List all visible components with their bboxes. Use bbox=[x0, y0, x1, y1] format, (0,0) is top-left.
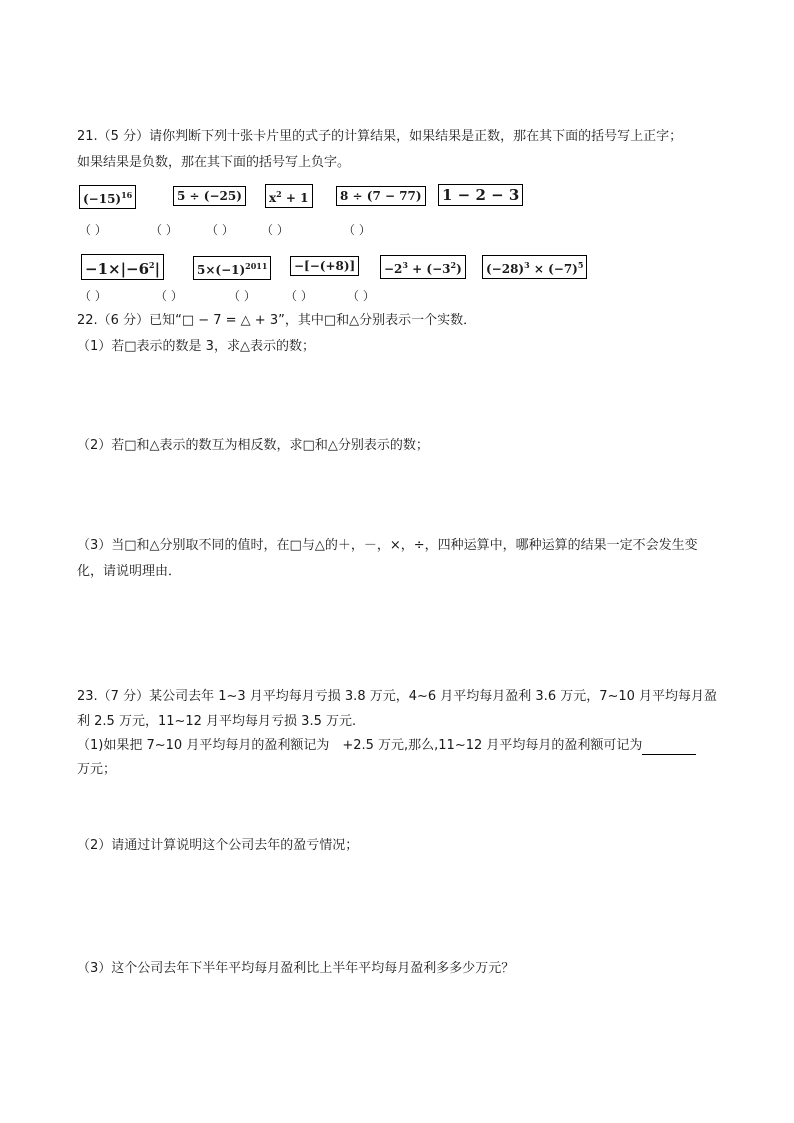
card-6: $-1\times|-6^2|$ bbox=[81, 254, 164, 280]
card-3: $x^2 + 1$ bbox=[265, 184, 313, 208]
answer-paren-2: （ ） bbox=[150, 223, 178, 237]
answer-paren-4: （ ） bbox=[261, 223, 289, 237]
q23-part3: （3）这个公司去年下半年平均每月盈利比上半年平均每月盈利多多少万元？ bbox=[77, 961, 515, 976]
q22-part3-line1: （3）当□和△分别取不同的值时，在□与△的＋，－，×，÷，四种运算中，哪种运算的结果一定不会发生变 bbox=[77, 538, 698, 553]
q23-part1-line1 bbox=[77, 737, 696, 755]
answer-paren-5: （ ） bbox=[343, 223, 371, 237]
q23-stem-line1: 23.（7 分）某公司去年 1~3 月平均每月亏损 3.8 万元，4~6 月平均每月盈利 3.6 万元，7~10 月平均每月盈 bbox=[77, 689, 718, 704]
answer-paren-7: （ ） bbox=[155, 289, 183, 303]
q21-stem-line2: 如果结果是负数，那在其下面的括号写上负字。 bbox=[77, 155, 351, 170]
answer-paren-6: （ ） bbox=[79, 289, 107, 303]
q23-part1-text: （1)如果把 7~10 月平均每月的盈利额记为 +2.5 万元,那么,11~12 月平均每月的盈利额可记为 bbox=[77, 738, 643, 753]
card-4: 8 ÷ (7 − 77) bbox=[336, 186, 426, 206]
q21-stem-line1: 21.（5 分）请你判断下列十张卡片里的式子的计算结果，如果结果是正数，那在其下面的括号写上正字； bbox=[77, 129, 683, 144]
answer-paren-8: （ ） bbox=[228, 289, 256, 303]
card-9: $-2^3 + (-3^2)$ bbox=[380, 255, 466, 279]
answer-paren-9: （ ） bbox=[285, 289, 313, 303]
q23-part2: （2）请通过计算说明这个公司去年的盈亏情况； bbox=[77, 838, 359, 853]
q22-stem: 22.（6 分）已知“□ − 7 = △ + 3”，其中□和△分别表示一个实数． bbox=[77, 313, 477, 328]
q23-part1-line2: 万元； bbox=[77, 762, 117, 777]
answer-paren-10: （ ） bbox=[347, 289, 375, 303]
answer-paren-3: （ ） bbox=[206, 223, 234, 237]
card-10: $(-28)^3 \times (-7)^5$ bbox=[482, 255, 587, 279]
q23-stem-line2: 利 2.5 万元，11~12 月平均每月亏损 3.5 万元. bbox=[77, 714, 357, 729]
card-8: −[−(+8)] bbox=[290, 256, 359, 276]
card-7: $5\times(-1)^{2011}$ bbox=[193, 256, 271, 280]
q22-part2: （2）若□和△表示的数互为相反数，求□和△分别表示的数； bbox=[77, 438, 429, 453]
card-1: $(-15)^{16}$ bbox=[79, 185, 136, 209]
q22-part3-line2: 化，请说明理由． bbox=[77, 564, 182, 579]
q22-part1: （1）若□表示的数是 3，求△表示的数； bbox=[77, 339, 315, 354]
answer-blank bbox=[642, 741, 696, 755]
card-5: 1 − 2 − 3 bbox=[438, 184, 523, 206]
answer-paren-1: （ ） bbox=[79, 223, 107, 237]
card-2: 5 ÷ (−25) bbox=[173, 186, 246, 206]
